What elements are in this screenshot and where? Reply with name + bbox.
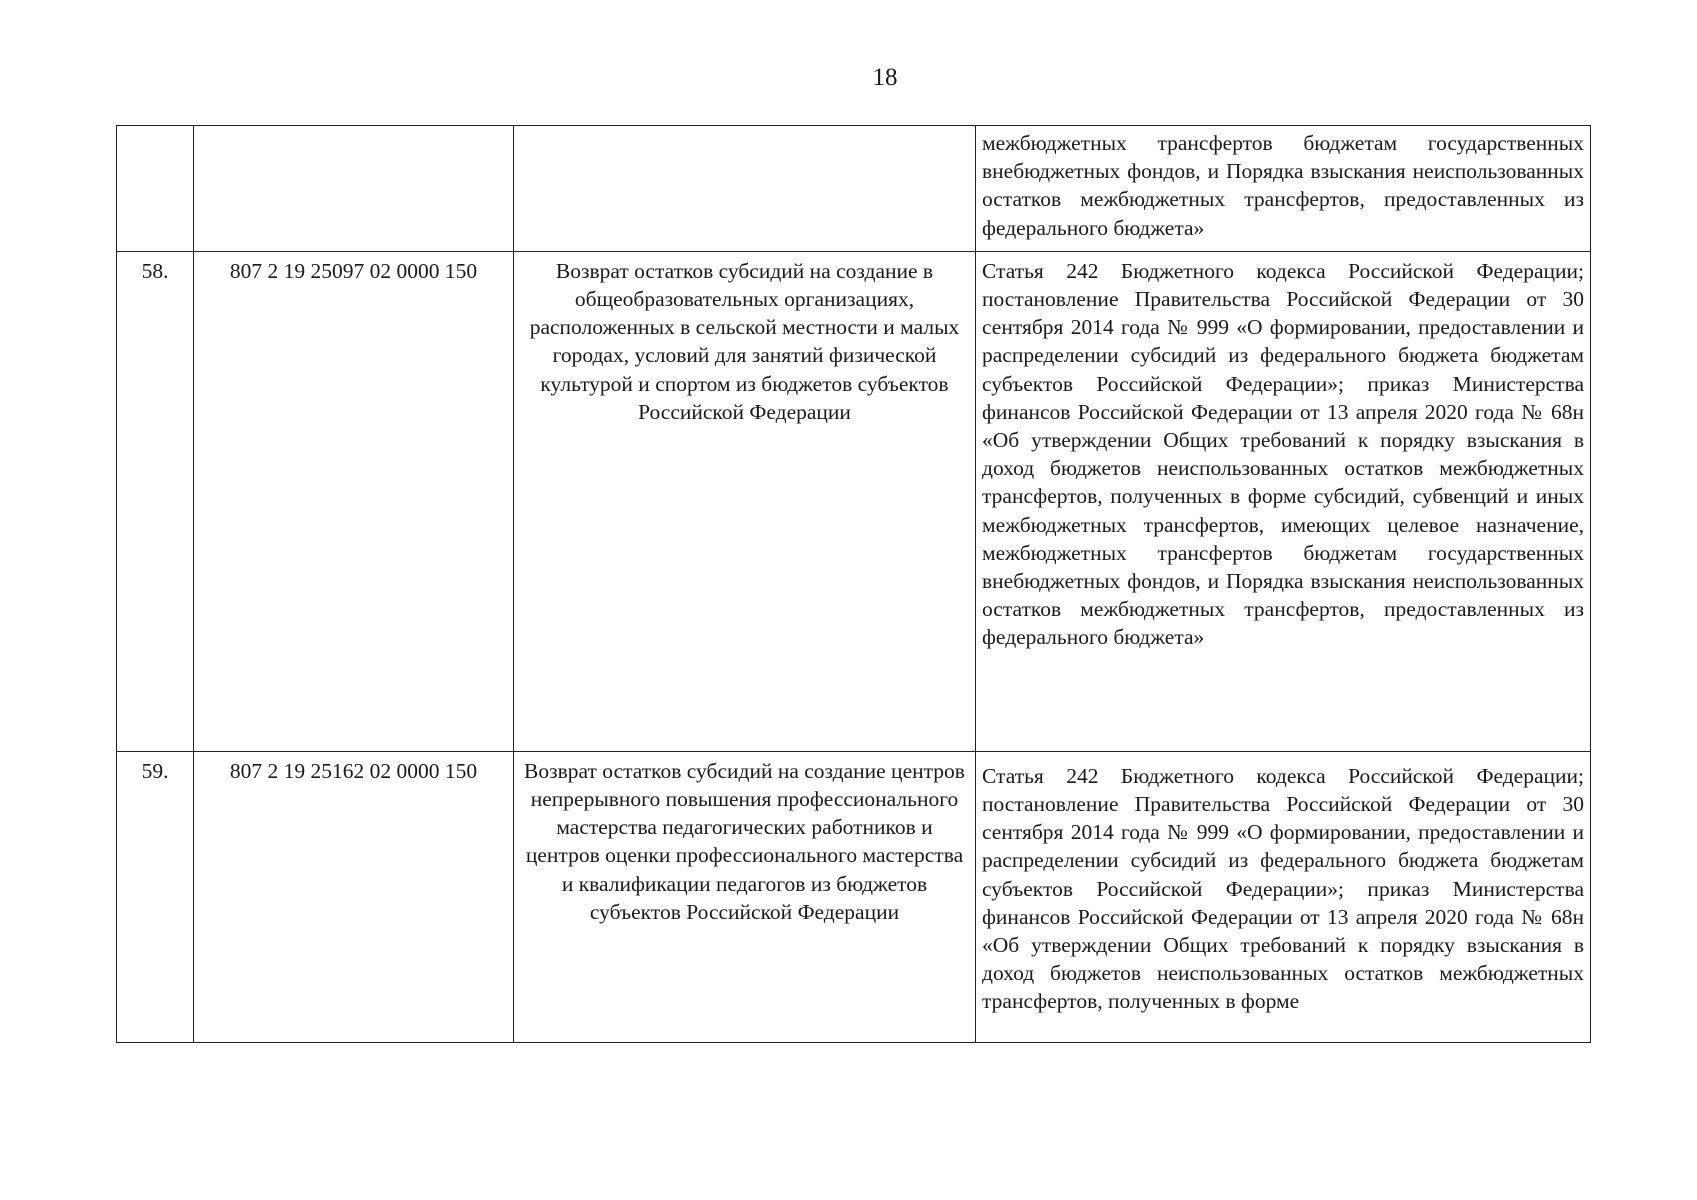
- classification-code-cell: 807 2 19 25162 02 0000 150: [194, 751, 514, 1042]
- classification-code-cell: 807 2 19 25097 02 0000 150: [194, 251, 514, 751]
- row-number-cell: 59.: [117, 751, 194, 1042]
- row-number-cell: 58.: [117, 251, 194, 751]
- revenue-name-cell: [514, 126, 976, 252]
- classification-code-cell: [194, 126, 514, 252]
- legal-basis-cell: Статья 242 Бюджетного кодекса Российской Федерации; постановление Правительства Российской Федерации от 30 сентября 2014 года № 999 «О формировании, предоставлении и распределении субсидий из федерального бюджета бюджетам субъектов Российской Федерации»; приказ Министерства финансов Российской Федерации от 13 апреля 2020 года № 68н «Об утверждении Общих требований к порядку взыскания в доход бюджетов неиспользованных остатков межбюджетных трансфертов, полученных в форме субсидий, субвенций и иных межбюджетных трансфертов, имеющих целевое назначение, межбюджетных трансфертов бюджетам государственных внебюджетных фондов, и Порядка взыскания неиспользованных остатков межбюджетных трансфертов, предоставленных из федерального бюджета»: [976, 251, 1591, 751]
- page-number: 18: [872, 64, 898, 91]
- table-row: [117, 126, 1591, 252]
- revenue-name-cell: Возврат остатков субсидий на создание в общеобразовательных организациях, расположенных в сельской местности и малых городах, условий для занятий физической культурой и спортом из бюджетов субъектов Российской Федерации: [514, 251, 976, 751]
- table-row: [117, 251, 1591, 751]
- legal-basis-cell: межбюджетных трансфертов бюджетам государственных внебюджетных фондов, и Порядка взыскания неиспользованных остатков межбюджетных трансфертов, предоставленных из федерального бюджета»: [976, 126, 1591, 252]
- budget-codes-table: [116, 125, 1591, 1043]
- table-row: [117, 751, 1591, 1042]
- row-number-cell: [117, 126, 194, 252]
- revenue-name-cell: Возврат остатков субсидий на создание центров непрерывного повышения профессионального мастерства педагогических работников и центров оценки профессионального мастерства и квалификации педагогов из бюджетов субъектов Российской Федерации: [514, 751, 976, 1042]
- legal-basis-cell: Статья 242 Бюджетного кодекса Российской Федерации; постановление Правительства Российской Федерации от 30 сентября 2014 года № 999 «О формировании, предоставлении и распределении субсидий из федерального бюджета бюджетам субъектов Российской Федерации»; приказ Министерства финансов Российской Федерации от 13 апреля 2020 года № 68н «Об утверждении Общих требований к порядку взыскания в доход бюджетов неиспользованных остатков межбюджетных трансфертов, полученных в форме: [976, 751, 1591, 1042]
